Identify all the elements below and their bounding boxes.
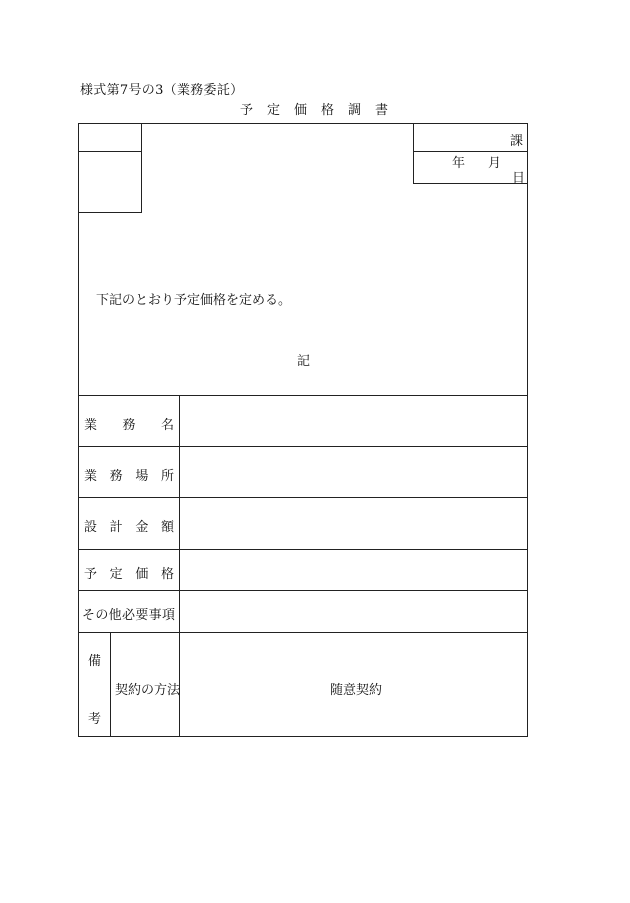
stamp-box-divider bbox=[78, 151, 142, 152]
remarks-column-line bbox=[110, 632, 111, 737]
ki-text: 記 bbox=[297, 354, 311, 369]
section-label: 課 bbox=[510, 134, 524, 149]
row-line-5 bbox=[78, 590, 528, 591]
year-label: 年 bbox=[452, 156, 466, 171]
row-label-business-location: 業 務 場 所 bbox=[84, 469, 174, 484]
row-label-other-matters: そ の 他 必 要 事 項 bbox=[82, 608, 175, 623]
date-box-bottom bbox=[413, 183, 528, 184]
row-line-1 bbox=[78, 395, 528, 396]
contract-method-label: 契約の方法 bbox=[115, 683, 181, 698]
day-label: 日 bbox=[512, 171, 526, 186]
stamp-box-right bbox=[141, 123, 142, 213]
date-box-divider bbox=[413, 151, 528, 152]
remarks-label-top: 備 bbox=[88, 654, 102, 669]
row-line-2 bbox=[78, 446, 528, 447]
contract-method-value: 随意契約 bbox=[330, 683, 383, 698]
date-box-left bbox=[413, 123, 414, 184]
row-label-planned-price: 予 定 価 格 bbox=[84, 567, 174, 582]
row-line-6 bbox=[78, 632, 528, 633]
row-line-4 bbox=[78, 549, 528, 550]
form-number: 様式第7号の3（業務委託） bbox=[80, 83, 244, 98]
row-label-business-name: 業 務 名 bbox=[84, 418, 174, 433]
document-title: 予定価格調書 bbox=[239, 103, 402, 118]
stamp-box-bottom bbox=[78, 212, 142, 213]
row-line-3 bbox=[78, 497, 528, 498]
remarks-label-bottom: 考 bbox=[88, 712, 102, 727]
month-label: 月 bbox=[488, 156, 502, 171]
row-label-design-amount: 設 計 金 額 bbox=[84, 520, 174, 535]
statement-text: 下記のとおり予定価格を定める。 bbox=[96, 293, 292, 308]
